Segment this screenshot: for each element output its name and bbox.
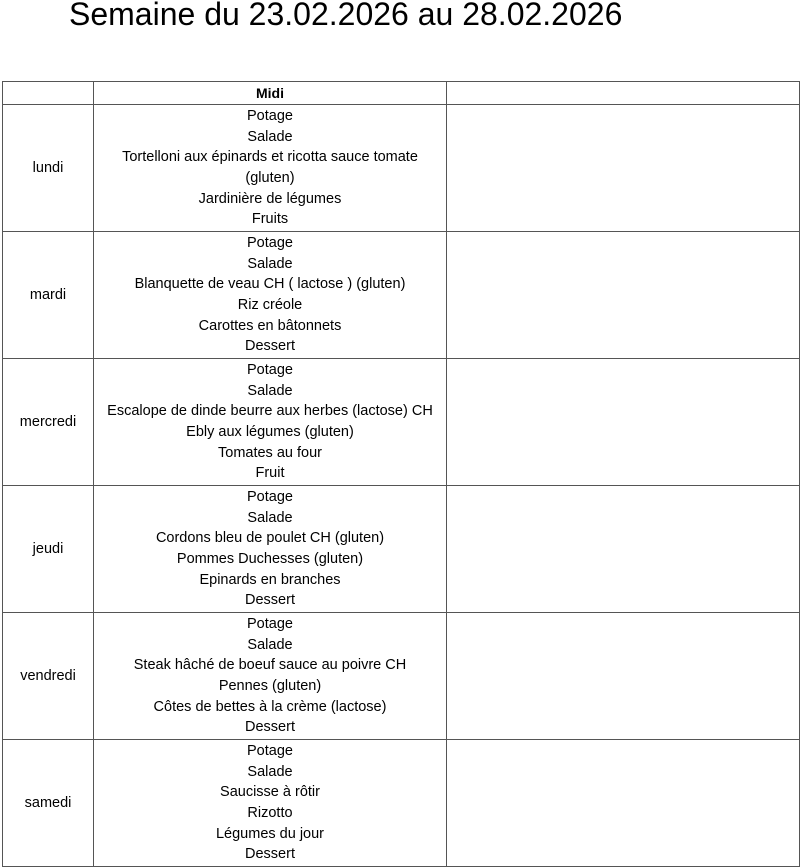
- page-title: Semaine du 23.02.2026 au 28.02.2026: [69, 0, 623, 32]
- dish-item: Potage: [247, 489, 293, 506]
- dish-item: Escalope de dinde beurre aux herbes (lactose) CH: [107, 403, 433, 420]
- dish-item: Potage: [247, 743, 293, 760]
- day-name-cell: mercredi: [3, 359, 94, 486]
- dish-item: Rizotto: [247, 805, 293, 821]
- dish-item: Fruits: [251, 211, 289, 228]
- day-name-cell: mardi: [3, 232, 94, 359]
- table-row: [3, 486, 800, 613]
- header-day-cell: [3, 82, 94, 105]
- extra-empty-cell: [447, 486, 800, 613]
- midi-menu-cell: [94, 740, 447, 867]
- dish-item: Jardinière de légumes: [198, 190, 342, 207]
- dish-item: Salade: [247, 509, 293, 526]
- dish-item: Salade: [247, 255, 293, 272]
- day-name-cell: lundi: [3, 105, 94, 232]
- dish-item: Salade: [247, 636, 293, 653]
- dish-item: Potage: [247, 362, 293, 379]
- dish-item: Saucisse à rôtir: [220, 784, 320, 801]
- dish-item: Fruit: [255, 465, 285, 482]
- table-row: [3, 232, 800, 359]
- dish-item: Ebly aux légumes (gluten): [186, 424, 354, 440]
- table-row: [3, 740, 800, 867]
- midi-menu-cell: [94, 232, 447, 359]
- day-name-cell: jeudi: [3, 486, 94, 613]
- table-row: [3, 613, 800, 740]
- table-header-row: [3, 82, 800, 105]
- dish-item: Tortelloni aux épinards et ricotta sauce tomate: [122, 149, 418, 166]
- dish-item: Cordons bleu de poulet CH (gluten): [155, 530, 385, 547]
- dish-item: Epinards en branches: [199, 571, 341, 588]
- table-row: [3, 359, 800, 486]
- midi-menu-cell: [94, 486, 447, 613]
- day-name-cell: samedi: [3, 740, 94, 867]
- header-midi-cell: Midi: [94, 82, 447, 105]
- dish-item: Potage: [247, 235, 293, 252]
- extra-empty-cell: [447, 613, 800, 740]
- dish-item: Potage: [247, 616, 293, 633]
- header-extra-cell: [447, 82, 800, 105]
- dish-item: Potage: [247, 108, 293, 125]
- dish-item: Blanquette de veau CH ( lactose ) (gluten): [134, 276, 406, 293]
- weekly-menu-table: [2, 81, 800, 867]
- dish-item: Salade: [247, 382, 293, 399]
- dish-item: Légumes du jour: [215, 825, 324, 842]
- dish-item: Côtes de bettes à la crème (lactose): [153, 698, 387, 715]
- dish-item: Dessert: [245, 592, 295, 609]
- day-name-cell: vendredi: [3, 613, 94, 740]
- midi-menu-cell: [94, 613, 447, 740]
- dish-item: Pommes Duchesses (gluten): [176, 551, 364, 567]
- dish-item: Salade: [247, 763, 293, 780]
- extra-empty-cell: [447, 105, 800, 232]
- dish-item: Carottes en bâtonnets: [198, 317, 342, 334]
- dish-item: Pennes (gluten): [218, 678, 322, 694]
- table-row: [3, 105, 800, 232]
- midi-menu-cell: [94, 359, 447, 486]
- dish-item: Steak hâché de boeuf sauce au poivre CH: [133, 657, 407, 674]
- dish-item: Tomates au four: [218, 444, 322, 461]
- extra-empty-cell: [447, 740, 800, 867]
- dish-item: Riz créole: [237, 297, 303, 313]
- dish-item: Dessert: [245, 719, 295, 736]
- dish-item: Dessert: [245, 338, 295, 355]
- dish-item: (gluten): [245, 170, 295, 186]
- midi-menu-cell: [94, 105, 447, 232]
- extra-empty-cell: [447, 359, 800, 486]
- dish-item: Dessert: [245, 846, 295, 863]
- dish-item: Salade: [247, 128, 293, 145]
- extra-empty-cell: [447, 232, 800, 359]
